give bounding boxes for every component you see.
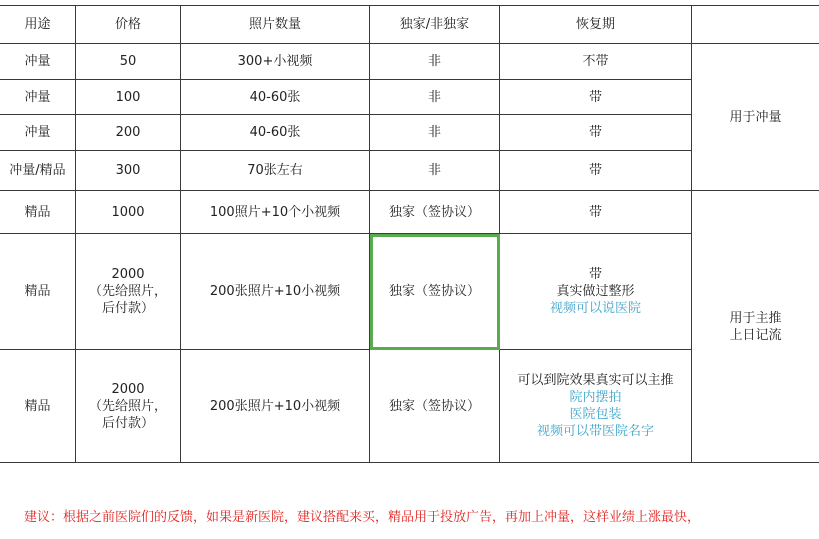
cell-recovery: 不带: [500, 44, 692, 80]
cell-use: 冲量: [0, 80, 76, 115]
cell-price: 300: [76, 151, 181, 191]
cell-recovery: 带: [500, 115, 692, 151]
cell-exclusive: 独家（签协议）: [370, 191, 500, 234]
cell-photos: 40-60张: [181, 115, 370, 151]
cell-price: 1000: [76, 191, 181, 234]
cell-price: 100: [76, 80, 181, 115]
table-row: [0, 44, 819, 80]
cell-photos: 40-60张: [181, 80, 370, 115]
cell-price: 2000 （先给照片， 后付款）: [76, 350, 181, 463]
cell-price: 200: [76, 115, 181, 151]
header-use: 用途: [0, 6, 76, 44]
cell-recovery: 带: [500, 151, 692, 191]
cell-exclusive-selected[interactable]: 独家（签协议）: [370, 234, 500, 350]
cell-price: 50: [76, 44, 181, 80]
cell-use: 冲量/精品: [0, 151, 76, 191]
advice-note: 建议：根据之前医院们的反馈，如果是新医院，建议搭配来买，精品用于投放广告，再加上冲量，这样业绩上涨最快，: [24, 510, 701, 525]
cell-price: 2000 （先给照片， 后付款）: [76, 234, 181, 350]
cell-exclusive: 非: [370, 151, 500, 191]
cell-exclusive: 独家（签协议）: [370, 350, 500, 463]
cell-purpose-volume: 用于冲量: [692, 44, 819, 191]
cell-use: 冲量: [0, 115, 76, 151]
cell-exclusive: 非: [370, 44, 500, 80]
cell-photos: 200张照片+10小视频: [181, 350, 370, 463]
header-photo-count: 照片数量: [181, 6, 370, 44]
cell-recovery: 带: [500, 80, 692, 115]
header-price: 价格: [76, 6, 181, 44]
cell-recovery: 带: [500, 191, 692, 234]
cell-exclusive: 非: [370, 80, 500, 115]
cell-photos: 300+小视频: [181, 44, 370, 80]
cell-use: 精品: [0, 350, 76, 463]
cell-use: 精品: [0, 191, 76, 234]
table-row: [0, 191, 819, 234]
cell-use: 冲量: [0, 44, 76, 80]
header-recovery: 恢复期: [500, 6, 692, 44]
pricing-table: [0, 5, 819, 463]
cell-photos: 70张左右: [181, 151, 370, 191]
cell-recovery: 可以到院效果真实可以主推 院内摆拍 医院包装 视频可以带医院名字: [500, 350, 692, 463]
cell-photos: 100照片+10个小视频: [181, 191, 370, 234]
cell-recovery: 带 真实做过整形 视频可以说医院: [500, 234, 692, 350]
cell-photos: 200张照片+10小视频: [181, 234, 370, 350]
cell-exclusive: 非: [370, 115, 500, 151]
cell-use: 精品: [0, 234, 76, 350]
header-purpose: [692, 6, 819, 44]
header-exclusive: 独家/非独家: [370, 6, 500, 44]
cell-purpose-premium: 用于主推 上日记流: [692, 191, 819, 463]
table-header-row: [0, 6, 819, 44]
